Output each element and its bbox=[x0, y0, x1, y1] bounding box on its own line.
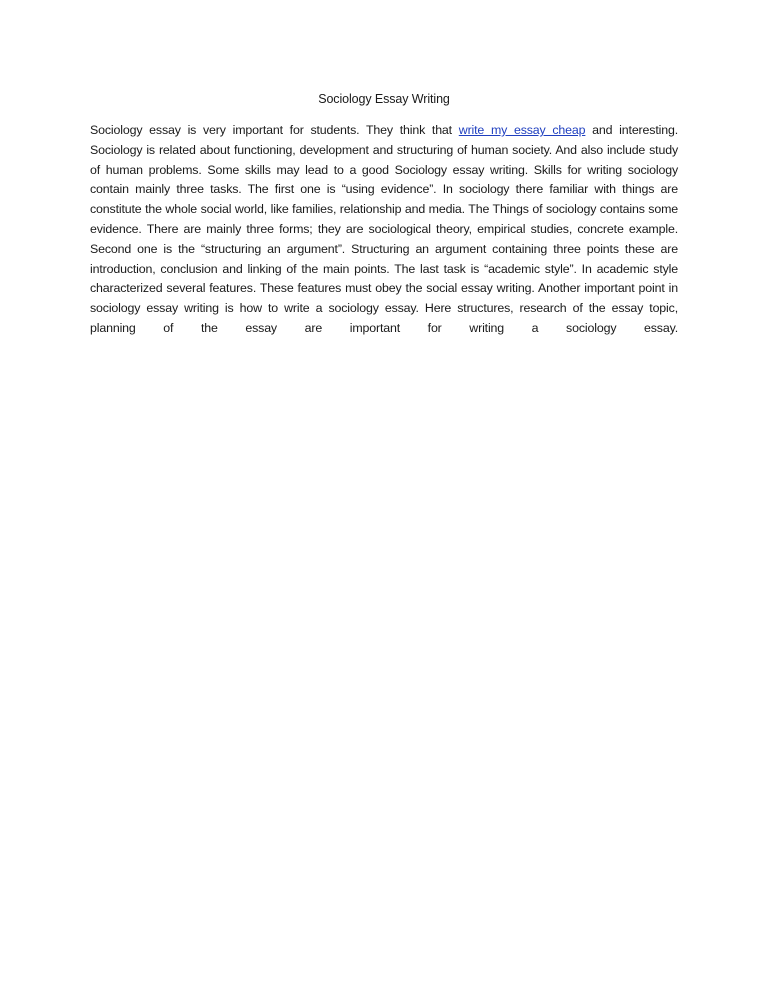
essay-paragraph bbox=[90, 121, 678, 339]
write-my-essay-cheap-link[interactable]: write my essay cheap bbox=[458, 123, 586, 137]
paragraph-text-before-link: Sociology essay is very important for students. They think that bbox=[90, 123, 459, 137]
document-title: Sociology Essay Writing bbox=[318, 92, 450, 106]
paragraph-text-after-link: and interesting. Sociology is related about functioning, development and structuring of human society. And also include study of human problems. Some skills may lead to a good Sociology essay writing. Skills for writing sociology contain mainly three tasks. The first one is “using evidence”. In sociology there familiar with things are constitute the whole social world, like families, relationship and media. The Things of sociology contains some evidence. There are mainly three forms; they are sociological theory, empirical studies, concrete example. Second one is the “structuring an argument”. Structuring an argument containing three points these are introduction, conclusion and linking of the main points. The last task is “academic style”. In academic style characterized several features. These features must obey the social essay writing. Another important point in sociology essay writing is how to write a sociology essay. Here structures, research of the essay topic, planning of the essay are important for writing a sociology essay. bbox=[90, 123, 678, 335]
